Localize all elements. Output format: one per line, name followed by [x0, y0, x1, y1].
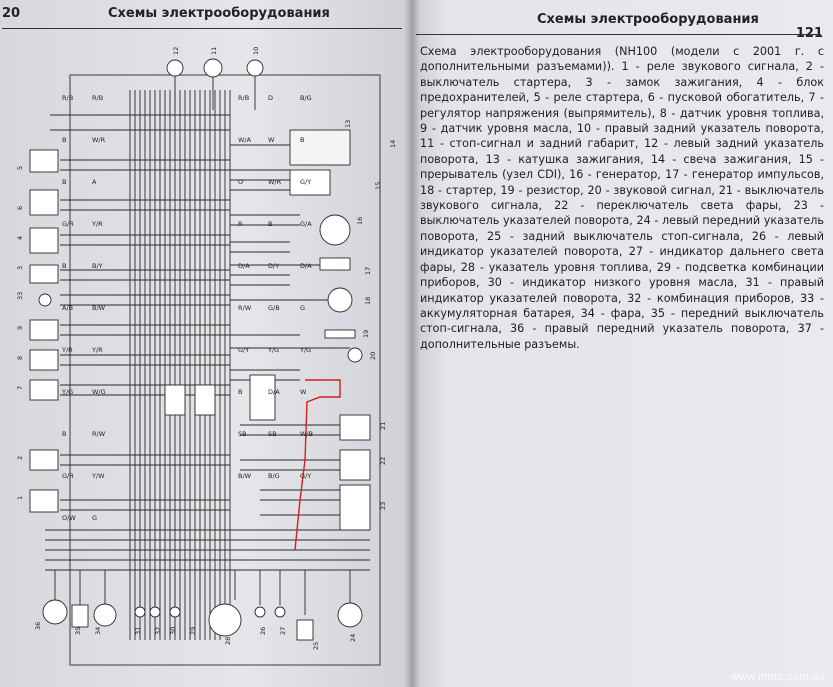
wire-label: Y/G — [62, 388, 74, 396]
wire-label: R/B — [62, 94, 74, 102]
wire-label: R — [238, 220, 243, 228]
wire-label: W — [268, 136, 275, 144]
wire-label: B — [62, 178, 67, 186]
caption-title: Схема электрооборудования (NH100 (модели с 2001 г. с дополнительными разъемами)). — [420, 45, 824, 74]
wire-label: R/B — [92, 94, 104, 102]
wire-label: G/R — [62, 472, 74, 480]
wire-label: G/B — [268, 304, 280, 312]
wire-label: B — [62, 136, 67, 144]
right-header-rule — [416, 34, 821, 35]
component-number-22: 22 — [379, 456, 387, 465]
caption-text: 1 - реле звукового сигнала, 2 - выключатель стартера, 3 - замок зажигания, 4 - блок предохранителей, 5 - реле стартера, 6 - пусковой обогатитель, 7 - регулятор напряжения (выпрямитель), 8 - датчик уровня топлива, 9 - датчик уровня масла, 10 - правый задний указатель поворота, 11 - стоп-сигнал и задний габарит, 12 - левый задний указатель поворота, 13 - катушка зажигания, 14 - свеча зажигания, 15 - прерыватель (узел CDI), 16 - генератор, 17 - генератор импульсов, 18 - стартер, 19 - резистор, 20 - звуковой сигнал, 21 - выключатель звукового сигнала, 22 - переключатель света фары, 23 - выключатель указателей поворота, 24 - левый передний указатель поворота, 25 - задний выключатель стоп-сигнала, 26 - левый индикатор указателей поворота, 27 - индикатор дальнего света фары, 28 - указатель уровня топлива, 29 - подсветка комбинации приборов, 30 - индикатор низкого уровня масла, 31 - правый индикатор указателей поворота, 32 - комбинация приборов, 33 - аккумуляторная батарея, 34 - фара, 35 - передний выключатель стоп-сигнала, 36 - правый передний указатель поворота, 37 - дополнительные разъемы. — [420, 60, 824, 351]
wire-label: G/Y — [238, 346, 250, 354]
wire-label: W/A — [238, 136, 252, 144]
wire-label: O — [238, 178, 244, 186]
component-number-12: 12 — [172, 46, 180, 55]
wire-label: SB — [238, 430, 247, 438]
wire-label: B/Y — [92, 262, 103, 270]
component-number-32: 32 — [154, 626, 162, 635]
component-number-35: 35 — [74, 626, 82, 635]
component-number-17: 17 — [364, 266, 372, 275]
wire-label: W/B — [300, 430, 314, 438]
component-number-21: 21 — [379, 421, 387, 430]
component-number-19: 19 — [362, 329, 370, 338]
component-number-18: 18 — [364, 296, 372, 305]
wire-label: Y/R — [92, 220, 103, 228]
wire-label: W/R — [268, 178, 282, 186]
book-gutter — [404, 0, 420, 687]
component-number-9: 9 — [16, 325, 24, 330]
left-page-number: 20 — [2, 6, 21, 21]
component-number-33: 33 — [16, 291, 24, 300]
wire-label: W/G — [92, 388, 106, 396]
wiring-diagram — [0, 30, 405, 687]
wire-label: Y/R — [92, 346, 103, 354]
component-number-15: 15 — [374, 181, 382, 190]
wire-label: G/Y — [300, 472, 312, 480]
right-page-number: 121 — [795, 26, 823, 41]
diagram-caption — [420, 44, 824, 352]
wire-label: SB — [268, 430, 277, 438]
component-number-3: 3 — [16, 265, 24, 270]
right-page-title: Схемы электрооборудования — [537, 12, 759, 27]
left-header-rule — [2, 28, 402, 29]
wire-label: B/G — [268, 472, 280, 480]
wire-label: R/W — [92, 430, 106, 438]
wire-label: B/G — [300, 94, 312, 102]
wire-label: D/A — [238, 262, 250, 270]
component-number-24: 24 — [349, 633, 357, 642]
wire-label: B — [238, 388, 243, 396]
wire-label: D/Y — [268, 262, 280, 270]
wire-label: W — [300, 388, 307, 396]
wire-label: G/A — [300, 220, 312, 228]
wire-label: W/R — [92, 136, 106, 144]
watermark: www.moto.com.ua — [730, 671, 825, 683]
left-page-title: Схемы электрооборудования — [108, 6, 330, 21]
component-number-29: 29 — [189, 626, 197, 635]
wire-label: A/B — [62, 304, 74, 312]
wire-label: G — [92, 514, 98, 522]
component-number-4: 4 — [16, 235, 24, 240]
component-number-7: 7 — [16, 385, 24, 390]
component-number-31: 31 — [134, 626, 142, 635]
component-number-13: 13 — [344, 119, 352, 128]
wire-label: B — [62, 262, 67, 270]
wire-label: B — [268, 220, 273, 228]
component-number-5: 5 — [16, 165, 24, 170]
component-number-28: 28 — [224, 636, 232, 645]
component-number-10: 10 — [252, 46, 260, 55]
component-number-11: 11 — [210, 46, 218, 55]
component-number-25: 25 — [312, 641, 320, 650]
component-number-20: 20 — [369, 351, 377, 360]
wire-label: B/W — [92, 304, 106, 312]
wire-label: O/W — [62, 514, 76, 522]
wire-label: Y/G — [300, 346, 312, 354]
component-number-36: 36 — [34, 621, 42, 630]
wire-label: Y/W — [92, 472, 105, 480]
component-number-26: 26 — [259, 626, 267, 635]
highlight-marker — [295, 380, 340, 550]
wire-label: R/W — [238, 304, 252, 312]
component-number-34: 34 — [94, 626, 102, 635]
wire-label: B — [300, 136, 305, 144]
wire-label: B — [62, 430, 67, 438]
component-number-6: 6 — [16, 205, 24, 210]
wire-label: A — [92, 178, 97, 186]
wire-label: D — [268, 94, 274, 102]
component-number-27: 27 — [279, 626, 287, 635]
component-number-1: 1 — [16, 495, 24, 500]
wire-label: B/W — [238, 472, 252, 480]
component-number-30: 30 — [169, 626, 177, 635]
wire-label: G/R — [62, 220, 74, 228]
component-number-14: 14 — [389, 139, 397, 148]
wire-label: Y/G — [268, 346, 280, 354]
component-number-2: 2 — [16, 455, 24, 460]
wire-label: D/A — [268, 388, 280, 396]
component-number-16: 16 — [356, 216, 364, 225]
wire-color-labels — [61, 94, 313, 522]
wire-label: G — [300, 304, 306, 312]
component-number-8: 8 — [16, 355, 24, 360]
wire-label: D/A — [300, 262, 312, 270]
component-number-23: 23 — [379, 501, 387, 510]
wire-label: Y/R — [62, 346, 73, 354]
wire-label: R/B — [238, 94, 250, 102]
wire-label: G/Y — [300, 178, 312, 186]
